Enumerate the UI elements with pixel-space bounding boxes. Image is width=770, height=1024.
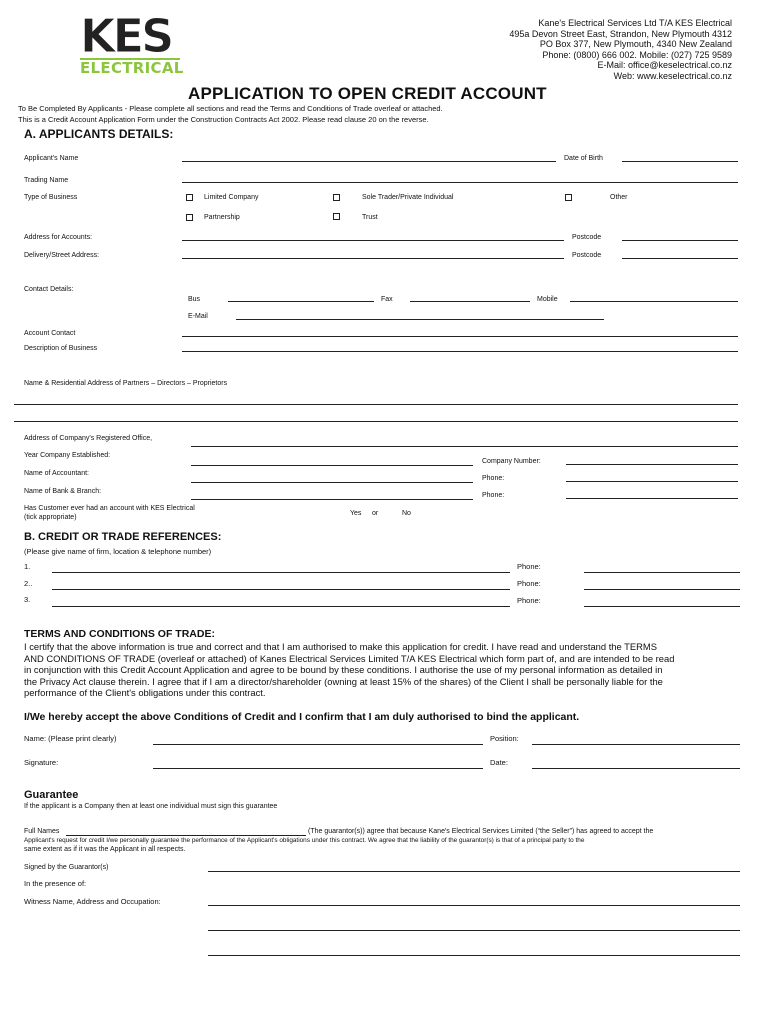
reference-number: 2.. xyxy=(24,579,33,588)
terms-heading: TERMS AND CONDITIONS OF TRADE: xyxy=(24,628,215,640)
accountant-field[interactable] xyxy=(191,482,473,483)
year-established-label: Year Company Established: xyxy=(24,452,111,459)
signed-by-guarantor-label: Signed by the Guarantor(s) xyxy=(24,864,109,871)
position-field[interactable] xyxy=(532,744,740,745)
reference-2-phone-field[interactable] xyxy=(584,589,740,590)
partners-field-line-1[interactable] xyxy=(14,404,738,405)
acceptance-statement: I/We hereby accept the above Conditions of Credit and I confirm that I am duly authorised to bind the applicant. xyxy=(24,711,580,723)
postcode-field[interactable] xyxy=(622,258,738,259)
year-established-field[interactable] xyxy=(191,465,473,466)
registered-office-field[interactable] xyxy=(191,446,738,447)
guarantee-text-2: Applicant's request for credit I/we personally guarantee the performance of the Applicant's obligations under this contract. We agree that the liability of the guarantor(s) is that of a principal party to the xyxy=(24,837,585,844)
company-address-line: Kane's Electrical Services Ltd T/A KES Electrical xyxy=(538,18,732,28)
type-of-business-label: Type of Business xyxy=(24,194,78,201)
bus-phone-field[interactable] xyxy=(228,301,374,302)
other-checkbox[interactable] xyxy=(565,194,572,201)
company-number-label: Company Number: xyxy=(482,458,541,465)
limited-company-checkbox[interactable] xyxy=(186,194,193,201)
reference-1-phone-label: Phone: xyxy=(517,562,541,571)
section-a-heading: A. APPLICANTS DETAILS: xyxy=(24,127,174,141)
company-email-line: E-Mail: office@keselectrical.co.nz xyxy=(597,60,732,71)
company-number-field[interactable] xyxy=(566,464,738,465)
position-label: Position: xyxy=(490,734,519,743)
name-print-label: Name: (Please print clearly) xyxy=(24,734,117,743)
delivery-address-field[interactable] xyxy=(182,258,564,259)
applicants-name-label: Applicant's Name xyxy=(24,155,79,162)
accountant-label: Name of Accountant: xyxy=(24,470,89,477)
mobile-label: Mobile xyxy=(537,296,558,303)
address-for-accounts-field[interactable] xyxy=(182,240,564,241)
terms-line: AND CONDITIONS OF TRADE (overleaf or attached) of Kanes Electrical Services Limited T/A KES Electrical which form part of, and are intended to be read xyxy=(24,652,675,664)
terms-line: the Privacy Act clause therein. I agree that if I am a director/shareholder (owning at least 15% of the shares) of the Client I shall be personally liable for the xyxy=(24,675,663,687)
partners-label: Name & Residential Address of Partners – Directors – Proprietors xyxy=(24,380,228,387)
name-print-field[interactable] xyxy=(153,744,483,745)
guarantee-heading: Guarantee xyxy=(24,789,79,801)
company-web-line: Web: www.keselectrical.co.nz xyxy=(613,70,732,81)
logo-electrical-text: ELECTRICAL xyxy=(80,59,184,77)
guarantor-signature-field[interactable] xyxy=(208,871,740,872)
terms-line: I certify that the above information is true and correct and that I am authorised to make this application for credit. I have read and understand the TERMS xyxy=(24,641,657,652)
date-label: Date: xyxy=(490,758,508,767)
contact-details-label: Contact Details: xyxy=(24,286,74,293)
guarantee-text-1: (The guarantor(s)) agree that because Kane's Electrical Services Limited (“the Seller”) has agreed to accept the xyxy=(308,828,654,835)
trust-label: Trust xyxy=(362,214,378,221)
reference-3-phone-label: Phone: xyxy=(517,596,541,605)
company-address-block xyxy=(509,18,732,82)
registered-office-label: Address of Company's Registered Office, xyxy=(24,435,153,442)
full-names-label: Full Names xyxy=(24,828,60,835)
mobile-field[interactable] xyxy=(570,301,738,302)
delivery-address-label: Delivery/Street Address: xyxy=(24,252,100,259)
account-contact-field[interactable] xyxy=(182,336,738,337)
section-b-heading: B. CREDIT OR TRADE REFERENCES: xyxy=(24,531,222,543)
company-address-line: PO Box 377, New Plymouth, 4340 New Zealand xyxy=(539,39,732,50)
signature-label: Signature: xyxy=(24,758,59,767)
bank-phone-field[interactable] xyxy=(566,498,738,499)
company-phone-line: Phone: (0800) 666 002. Mobile: (027) 725 9589 xyxy=(542,49,732,60)
guarantee-note: If the applicant is a Company then at least one individual must sign this guarantee xyxy=(24,803,278,810)
company-logo xyxy=(80,9,184,77)
reference-2-field[interactable] xyxy=(52,589,510,590)
or-label: or xyxy=(372,510,379,517)
presence-label: In the presence of: xyxy=(24,879,87,888)
company-address-line: 495a Devon Street East, Strandon, New Plymouth 4312 xyxy=(509,28,732,39)
limited-company-label: Limited Company xyxy=(204,194,259,201)
reference-number: 1. xyxy=(24,562,31,571)
date-field[interactable] xyxy=(532,768,740,769)
reference-1-field[interactable] xyxy=(52,572,510,573)
sole-trader-label: Sole Trader/Private Individual xyxy=(362,194,454,201)
bank-branch-label: Name of Bank & Branch: xyxy=(24,488,102,495)
fax-label: Fax xyxy=(381,296,393,303)
description-of-business-field[interactable] xyxy=(182,351,738,352)
bus-phone-label: Bus xyxy=(188,296,201,303)
email-label: E-Mail xyxy=(188,313,208,320)
terms-line: performance of the Client's obligations under this contract. xyxy=(24,687,266,699)
no-option[interactable]: No xyxy=(402,510,411,517)
intro-line-1: To Be Completed By Applicants - Please complete all sections and read the Terms and Conditions of Trade overleaf or attached. xyxy=(18,104,443,113)
trading-name-field[interactable] xyxy=(182,182,738,183)
references-note: (Please give name of firm, location & telephone number) xyxy=(24,547,212,556)
applicants-name-field[interactable] xyxy=(182,161,556,162)
witness-field-line-2[interactable] xyxy=(208,930,740,931)
postcode-field[interactable] xyxy=(622,240,738,241)
description-of-business-label: Description of Business xyxy=(24,345,98,352)
partnership-checkbox[interactable] xyxy=(186,214,193,221)
date-of-birth-field[interactable] xyxy=(622,161,738,162)
signature-field[interactable] xyxy=(153,768,483,769)
partners-field-line-2[interactable] xyxy=(14,421,738,422)
accountant-phone-label: Phone: xyxy=(482,475,505,482)
account-contact-label: Account Contact xyxy=(24,330,76,337)
partnership-label: Partnership xyxy=(204,214,240,221)
date-of-birth-label: Date of Birth xyxy=(564,155,603,162)
reference-2-phone-label: Phone: xyxy=(517,579,541,588)
address-for-accounts-label: Address for Accounts: xyxy=(24,234,93,241)
terms-body xyxy=(24,641,746,699)
guarantee-text-3: same extent as if it was the Applicant in all respects. xyxy=(24,846,186,853)
bank-phone-label: Phone: xyxy=(482,492,505,499)
accountant-phone-field[interactable] xyxy=(566,481,738,482)
email-field[interactable] xyxy=(236,319,604,320)
reference-1-phone-field[interactable] xyxy=(584,572,740,573)
postcode-label: Postcode xyxy=(572,234,602,241)
bank-branch-field[interactable] xyxy=(191,499,473,500)
other-label: Other xyxy=(610,194,628,201)
tick-appropriate-label: (tick appropriate) xyxy=(24,514,77,521)
witness-label: Witness Name, Address and Occupation: xyxy=(24,897,161,906)
witness-field-line-3[interactable] xyxy=(208,955,740,956)
postcode-label: Postcode xyxy=(572,252,602,259)
logo-kes-text: KES xyxy=(80,9,172,63)
reference-3-phone-field[interactable] xyxy=(584,606,740,607)
trust-checkbox[interactable] xyxy=(333,213,340,220)
intro-line-2: This is a Credit Account Application Form under the Construction Contracts Act 2002. Please read clause 20 on the reverse. xyxy=(18,115,429,124)
fax-field[interactable] xyxy=(410,301,530,302)
sole-trader-checkbox[interactable] xyxy=(333,194,340,201)
trading-name-label: Trading Name xyxy=(24,177,69,184)
witness-field-line-1[interactable] xyxy=(208,905,740,906)
reference-3-field[interactable] xyxy=(52,606,510,607)
reference-number: 3. xyxy=(24,595,31,604)
yes-option[interactable]: Yes xyxy=(350,510,362,517)
had-account-label: Has Customer ever had an account with KES Electrical xyxy=(24,505,195,512)
form-title: APPLICATION TO OPEN CREDIT ACCOUNT xyxy=(188,84,547,103)
terms-line: in conjunction with this Credit Account Application and agree to be bound by these conditions. I authorise the use of my personal information as detailed in xyxy=(24,664,663,676)
